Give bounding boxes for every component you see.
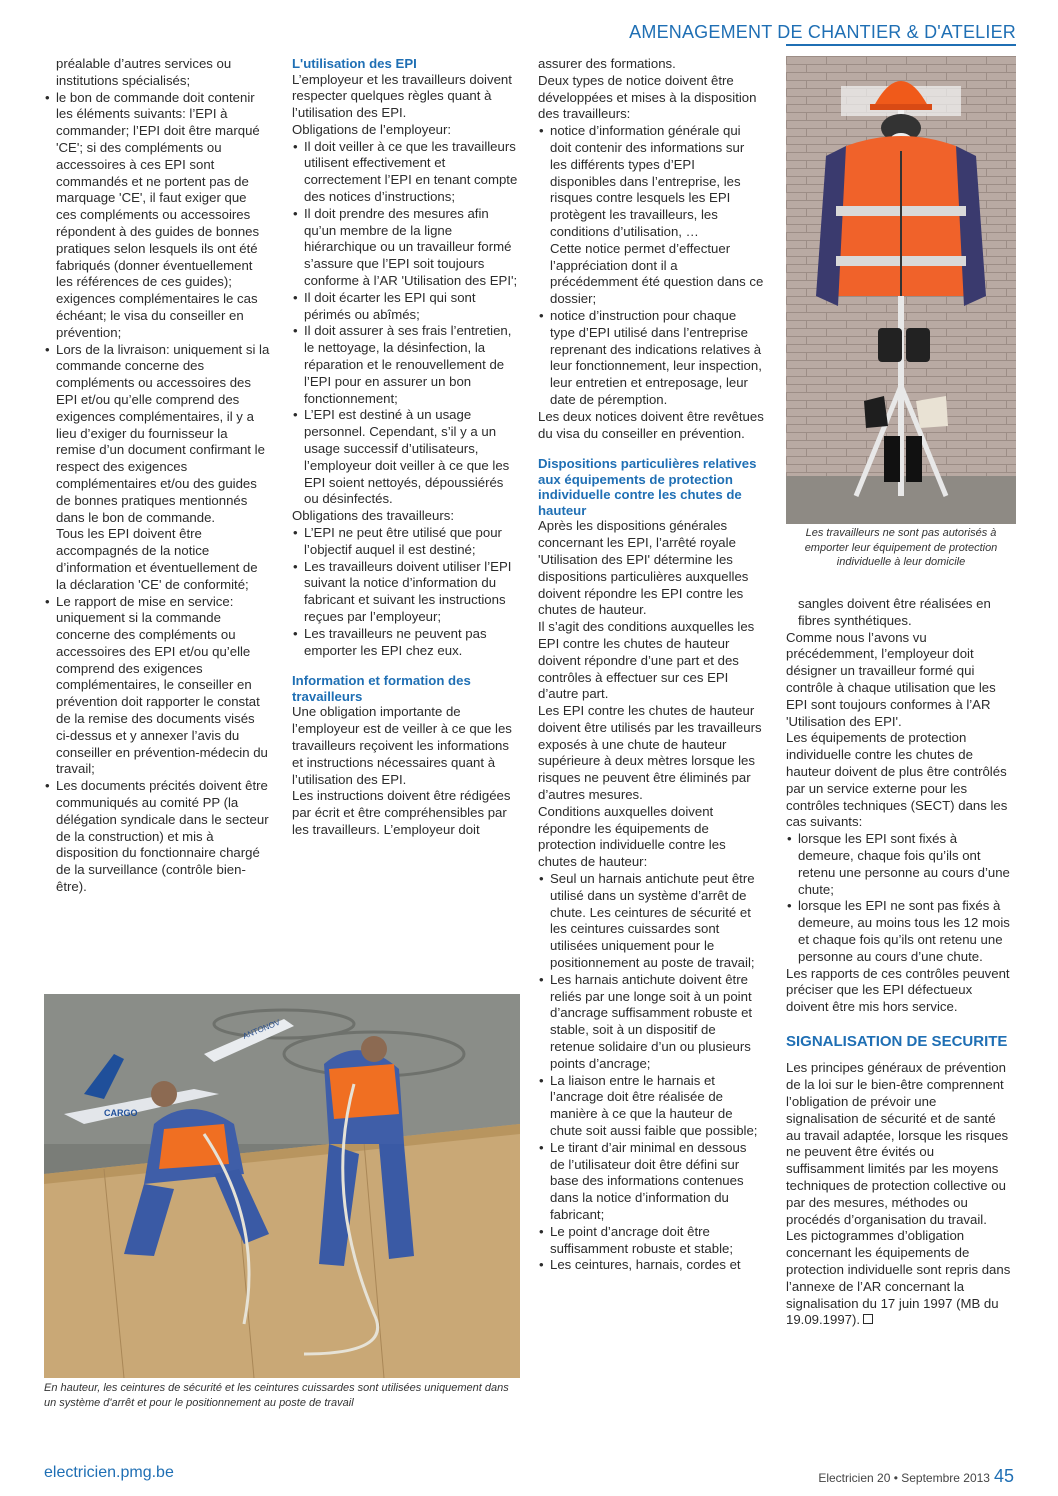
paragraph: assurer des formations. [538,56,676,71]
roof-photo-illustration [44,994,520,1378]
paragraph: Comme nous l’avons vu précédemment, l’employeur doit désigner un travailleur formé qui contrôle à chaque utilisation que les EPI sont toujours conformes à l’AR 'Utilisation des EPI'. [786,629,996,729]
list-item: • Les travailleurs doivent utiliser l’EPI suivant la notice d’information du fabricant et suivant les instructions reçues par l’employeur; [292,559,518,626]
issue-info [818,1466,1014,1487]
list-item-text: notice d’information générale qui doit contenir des informations sur les différents types d’EPI disponibles dans l’entreprise, les risques contre lesquels les EPI protègent les travailleurs, les conditions d’utilisation, … [550,123,745,239]
subheading: L'utilisation des EPI [292,56,417,71]
paragraph: Il s’agit des conditions auxquelles les EPI contre les chutes de hauteur doivent répondre d’une part et des contrôles à effectuer sur ces EPI d’autre part. [538,619,755,702]
list-item: • le bon de commande doit contenir les éléments suivants: l’EPI à commander; l’EPI doit être marqué 'CE'; si des compléments ou accessoires à ces EPI sont commandés et ne portent pas de marquage 'CE', il faut exiger que ces compléments ou accessoires répondent à des guides de bonnes pratiques selon lesquels ils ont été fabriqués (donner éventuellement les références de ces guides); exigences complémentaires le cas échéant; le visa du conseiller en prévention; [44,90,270,342]
bullet-list [44,90,270,896]
paragraph: Conditions auxquelles doivent répondre les équipements de protection individuelle contre les chutes de hauteur: [538,803,726,870]
text-column-1 [44,56,270,896]
paragraph: Les rapports de ces contrôles peuvent préciser que les EPI défectueux doivent être mis hors service. [786,965,1010,1015]
text-column-3 [538,56,764,1274]
subheading: Information et formation des travailleurs [292,673,471,704]
photo-caption: Les travailleurs ne sont pas autorisés à emporter leur équipement de protection individuelle à leur domicile [804,527,998,568]
paragraph: Les équipements de protection individuelle contre les chutes de hauteur doivent de plus être contrôlés par un service externe pour les contrôles techniques (SECT) dans les cas suivants: [786,730,1008,830]
paragraph: Après les dispositions générales concernant les EPI, l’arrêté royale 'Utilisation des EPI' détermine les dispositions particulières auxquelles doivent répondre les EPI contre les chutes de hauteur. [538,518,749,618]
paragraph: Les principes généraux de prévention de la loi sur le bien-être comprennent l’obligation de prévoir une signalisation de sécurité et de santé au travail adaptée, lorsque les risques ne peuvent être évités ou suffisamment limités par les moyens techniques de protection collective ou par des mesures, méthodes ou procédés d’organisation du travail. [786,1060,1009,1227]
roof-workers-photo [44,994,520,1378]
plane-label-antonov: ANTONOV [241,1017,282,1041]
header-divider [786,44,1016,46]
end-of-article-icon [863,1314,873,1324]
paragraph: Obligations des travailleurs: [292,508,454,524]
list-item: • Il doit veiller à ce que les travailleurs utilisent effectivement et correctement l’EPI en tenant compte des notices d’instructions; [292,139,518,206]
website-link[interactable]: electricien.pmg.be [44,1464,174,1481]
list-item: • notice d’instruction pour chaque type d’EPI utilisé dans l’entreprise reprenant des indications relatives à leur fonctionnement, leur inspection, leur entretien et entreposage, leur date de péremption. [538,308,764,409]
list-item: • lorsque les EPI ne sont pas fixés à demeure, au moins tous les 12 mois et chaque fois qu’ils ont retenu une personne au cours d’une chute. [786,898,1012,965]
bullet-list [292,139,518,509]
paragraph: Obligations de l’employeur: [292,121,452,137]
paragraph: Deux types de notice doivent être développées et mises à la disposition des travailleurs: [538,72,757,122]
paragraph: Les instructions doivent être rédigées par écrit et être compréhensibles par les travailleurs. L’employeur doit [292,788,511,837]
paragraph: Une obligation importante de l’employeur est de veiller à ce que les travailleurs reçoivent les informations et instructions nécessaires quant à l’utilisation des EPI. [292,704,512,787]
section-title: AMENAGEMENT DE CHANTIER & D'ATELIER [629,22,1016,42]
list-item: • lorsque les EPI sont fixés à demeure, chaque fois qu’ils ont retenu une personne au cours d’une chute; [786,831,1012,898]
list-item: • Il doit prendre des mesures afin qu’un membre de la ligne hiérarchique ou un travailleur formé s’assure que l’EPI soit toujours conforme à l’AR 'Utilisation des EPI'; [292,206,518,290]
list-item: • L’EPI est destiné à un usage personnel. Cependant, s’il y a un usage successif d’utilisateurs, l’employeur doit veiller à ce que les EPI soient nettoyés, dépoussiérés ou désinfectés. [292,407,518,508]
paragraph: Les EPI contre les chutes de hauteur doivent être utilisés par les travailleurs exposés à une chute de hauteur supérieure à deux mètres lorsque les risques ne peuvent être éliminés par d’autres mesures. [538,703,762,803]
bullet-list [538,871,764,1274]
list-item: • Les harnais antichute doivent être reliés par une longe soit à un point d’ancrage suffisamment robuste et stable, soit à un dispositif de retenue solidaire d’un ou plusieurs points d’ancrage; [538,972,764,1073]
paragraph [786,1228,1012,1329]
paragraph: L’employeur et les travailleurs doivent respecter quelques règles quant à l’utilisation des EPI. [292,71,512,121]
list-item-text: Lors de la livraison: uniquement si la commande concerne des compléments ou accessoires des EPI et/ou qu’elle comprend des exigences complémentaires, il y a lieu d’exiger du fournisseur la remise d’un document confirmant le respect des exigences complémentaires et/ou des guides de bonnes pratiques mentionnés dans le bon de commande. [56,341,270,525]
list-item: • Le point d’ancrage doit être suffisamment robuste et stable; [538,1224,764,1258]
text-column-4 [786,596,1012,1329]
paragraph-text: Les pictogrammes d’obligation concernant les équipements de protection individuelle sont repris dans l’annexe de l’AR concernant la signalisation du 17 juin 1997 (MB du 19.09.1997). [786,1228,1011,1328]
page-number: 45 [993,1466,1014,1486]
list-item-continuation: Tous les EPI doivent être accompagnés de la notice d’information et éventuellement de la déclaration 'CE' de conformité; [56,526,258,592]
list-item [538,123,764,308]
list-item: • Le tirant d’air minimal en dessous de l’utilisateur doit être défini sur base des informations contenues dans la notice d’information du fabricant; [538,1140,764,1224]
list-item: • Seul un harnais antichute peut être utilisé dans un système d’arrêt de chute. Les ceintures de sécurité et les ceintures cuissardes sont utilisées uniquement pour le positionnement au poste de travail; [538,871,764,972]
list-item: • Les travailleurs ne peuvent pas emporter les EPI chez eux. [292,626,518,660]
list-item: • Les documents précités doivent être communiqués au comité PP (la délégation syndicale dans le secteur de la construction) et mis à disposition du fonctionnaire chargé de la surveillance (contrôle bien-être). [44,778,270,896]
paragraph: Les deux notices doivent être revêtues du visa du conseiller en prévention. [538,408,764,441]
bullet-list [786,831,1012,965]
plane-label-cargo: CARGO [104,1108,138,1118]
list-item: • Il doit écarter les EPI qui sont périmés ou abîmés; [292,290,518,324]
list-item-continuation: Cette notice permet d’effectuer l’appréciation dont il a précédemment été question dans ce dossier; [550,240,764,307]
list-item: • Il doit assurer à ses frais l’entretien, le nettoyage, la désinfection, la réparation et le renouvellement de l’EPI pour en assurer un bon fonctionnement; [292,323,518,407]
list-item: • Le rapport de mise en service: uniquement si la commande concerne des compléments ou accessoires des EPI et/ou qu’elle comprend des exigences complémentaires, le conseiller en prévention doit rapporter le constat de la remise des documents visés ci-dessus et y annexer l’avis du conseiller en prévention-médecin du travail; [44,594,270,779]
bullet-list [292,525,518,659]
section-heading: SIGNALISATION DE SECURITE [786,1032,1008,1050]
list-item: • Les ceintures, harnais, cordes et [538,1257,764,1274]
subheading: Dispositions particulières relatives aux équipements de protection individuelle contre les chutes de hauteur [538,456,757,518]
paragraph: sangles doivent être réalisées en fibres synthétiques. [798,596,991,628]
list-item [44,342,270,594]
issue-label: Electricien 20 • Septembre 2013 [818,1471,990,1485]
ppe-photo-illustration [786,56,1016,524]
text-column-2 [292,56,518,839]
ppe-coatstand-photo [786,56,1016,524]
list-item: • L’EPI ne peut être utilisé que pour l’objectif auquel il est destiné; [292,525,518,559]
photo-caption: En hauteur, les ceintures de sécurité et les ceintures cuissardes sont utilisées uniquement dans un système d'arrêt et pour le positionnement au poste de travail [44,1382,509,1409]
list-item: • La liaison entre le harnais et l’ancrage doit être réalisée de manière à ce que la hauteur de chute soit aussi faible que possible; [538,1073,764,1140]
paragraph: préalable d’autres services ou institutions spécialisés; [56,56,232,88]
bullet-list [538,123,764,409]
